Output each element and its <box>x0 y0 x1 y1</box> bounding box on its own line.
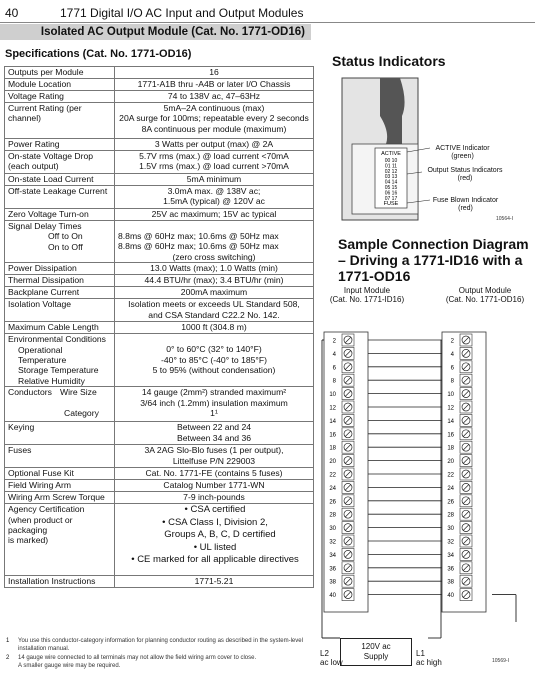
spec-label: Maximum Cable Length <box>5 322 115 334</box>
spec-label: Environmental Conditions <box>8 334 106 345</box>
spec-label: Installation Instructions <box>5 576 115 588</box>
terminal-number: 26 <box>447 499 454 506</box>
spec-value: 5.7V rms (max.) @ load current <70mA <box>139 151 289 161</box>
spec-value: Between 34 and 36 <box>176 432 252 443</box>
spec-label: Power Dissipation <box>5 263 115 275</box>
spec-label: Isolation Voltage <box>5 299 115 322</box>
module-code-text: 07 17 <box>384 195 398 202</box>
terminal-number: 12 <box>329 405 336 412</box>
terminal-number: 8 <box>332 378 336 385</box>
running-title: 1771 Digital I/O AC Input and Output Modules <box>60 6 304 20</box>
spec-value: 44.4 BTU/hr (max); 3.4 BTU/hr (min) <box>115 275 314 287</box>
table-row <box>5 67 314 79</box>
table-row <box>5 504 314 576</box>
spec-label: (each output) <box>8 161 59 172</box>
l2-label: L2 ac low <box>320 649 343 667</box>
table-row <box>5 387 314 422</box>
terminal-number: 4 <box>332 351 336 358</box>
figure-number: 10564-I <box>496 216 513 222</box>
table-row <box>5 422 314 445</box>
list-item: • UL listed <box>193 541 237 553</box>
terminal-number: 8 <box>450 378 454 385</box>
spec-label: Fuses <box>5 445 115 468</box>
table-row <box>5 79 314 91</box>
spec-value: 1.5V rms (max.) @ load current >70mA <box>139 161 289 172</box>
terminal-number: 14 <box>447 418 454 425</box>
spec-value: 20A surge for 100ms; repeatable every 2 seconds <box>119 113 309 124</box>
terminal-strips <box>324 332 486 612</box>
spec-value: 74 to 138V ac, 47–63Hz <box>115 91 314 103</box>
spec-label: Signal Delay Times <box>8 221 82 231</box>
module-title: Isolated AC Output Module (Cat. No. 1771-OD16) <box>40 26 305 38</box>
table-row <box>5 334 314 387</box>
spec-value: 8A continuous per module (maximum) <box>141 123 287 134</box>
module-code-text: 05 15 <box>384 185 398 191</box>
module-active-text: ACTIVE <box>381 151 401 157</box>
spec-label: Wiring Arm Screw Torque <box>5 492 115 504</box>
spec-label: Off-state Leakage Current <box>5 186 115 209</box>
spec-value: 14 gauge (2mm²) stranded maximum² <box>141 387 287 398</box>
spec-label: Keying <box>5 422 115 445</box>
spec-label: Power Rating <box>5 139 115 151</box>
spec-label: On-state Voltage Drop <box>8 151 94 161</box>
spec-value: 1771-5.21 <box>115 576 314 588</box>
spec-value: 0° to 60°C (32° to 140°F) <box>166 344 262 355</box>
module-code-text: 01 11 <box>384 163 398 170</box>
spec-value: 5mA minimum <box>115 174 314 186</box>
spec-value: 8.8ms @ 60Hz max; 10.6ms @ 50Hz max <box>118 231 279 241</box>
connection-diagram-heading: Sample Connection Diagram – Driving a 1771-ID16 with a 1771-OD16 <box>338 236 529 284</box>
footnote-text: A smaller gauge wire may be required. <box>18 663 121 669</box>
terminal-number: 32 <box>329 539 336 546</box>
spec-label: Voltage Rating <box>5 91 115 103</box>
spec-value: 1¹ <box>210 408 218 419</box>
list-item: • CSA Class I, Division 2, Groups A, B, C, D certified <box>162 516 276 541</box>
spec-label: Agency Certification <box>8 504 85 515</box>
table-row <box>5 480 314 492</box>
terminal-number: 36 <box>447 566 454 573</box>
table-row <box>5 275 314 287</box>
specifications-table <box>4 66 314 588</box>
terminal-number: 36 <box>329 566 336 573</box>
list-item: • CE marked for all applicable directives <box>131 554 299 566</box>
footnote-marker: 2 <box>6 655 10 661</box>
module-code-text: 02 12 <box>384 168 398 175</box>
spec-value: Between 22 and 24 <box>176 422 252 433</box>
terminal-number: 12 <box>447 405 454 412</box>
spec-label: On-state Load Current <box>5 174 115 186</box>
spec-value: Catalog Number 1771-WN <box>115 480 314 492</box>
spec-value: 200mA maximum <box>115 287 314 299</box>
spec-value: 5mA–2A continuous (max) <box>163 103 265 113</box>
spec-value: Littelfuse P/N 229003 <box>172 455 256 466</box>
terminal-number: 28 <box>447 512 454 519</box>
spec-label: Zero Voltage Turn-on <box>5 209 115 221</box>
terminal-number: 34 <box>447 552 454 559</box>
terminal-number: 18 <box>447 445 454 452</box>
spec-value: 1000 ft (304.8 m) <box>115 322 314 334</box>
agency-list <box>115 504 314 576</box>
spec-value: (zero cross switching) <box>172 251 256 262</box>
spec-label: Wire Size <box>59 387 97 398</box>
table-row <box>5 151 314 174</box>
terminal-number: 32 <box>447 539 454 546</box>
terminal-number: 40 <box>329 593 336 600</box>
input-module-label: Input Module (Cat. No. 1771-ID16) <box>329 286 405 304</box>
spec-value: 1771-A1B thru -A4B or later I/O Chassis <box>115 79 314 91</box>
terminal-number: 14 <box>329 418 336 425</box>
terminal-number: 6 <box>450 365 454 372</box>
specifications-heading: Specifications (Cat. No. 1771-OD16) <box>5 48 192 60</box>
page-number: 40 <box>5 6 19 20</box>
spec-value: 25V ac maximum; 15V ac typical <box>115 209 314 221</box>
terminal-number: 26 <box>329 499 336 506</box>
table-row <box>5 103 314 139</box>
footnote-text: You use this conductor-category information for planning conductor routing as described in the system-level installation manual. <box>18 638 303 652</box>
terminal-number: 16 <box>447 432 454 439</box>
table-row <box>5 186 314 209</box>
spec-value: -40° to 85°C (-40° to 185°F) <box>161 354 267 365</box>
spec-label: (when product or packaging <box>8 514 73 536</box>
spec-value: 8.8ms @ 60Hz max; 10.6ms @ 50Hz max <box>118 241 279 252</box>
spec-label: Off to On <box>48 231 83 242</box>
terminal-number: 6 <box>332 365 336 372</box>
footnote-marker: 1 <box>6 638 10 644</box>
terminal-number: 22 <box>329 472 336 479</box>
spec-value: 5 to 95% (without condensation) <box>152 365 276 376</box>
header-rule <box>0 22 535 23</box>
module-code-text: 04 14 <box>384 179 398 186</box>
spec-value: 3A 2AG Slo-Blo fuses (1 per output), <box>144 445 284 456</box>
fuse-blown-label: Fuse Blown Indicator (red) <box>432 197 499 212</box>
spec-label: Backplane Current <box>5 287 115 299</box>
terminal-number: 10 <box>447 392 454 399</box>
terminal-number: 30 <box>329 526 336 533</box>
module-fuse-text: FUSE <box>383 201 399 207</box>
output-module-label: Output Module (Cat. No. 1771-OD16) <box>445 286 525 304</box>
terminal-number: 20 <box>329 459 336 466</box>
module-codes <box>385 158 398 202</box>
spec-label: Conductors <box>8 387 52 398</box>
terminal-number: 38 <box>329 579 336 586</box>
spec-value: 7-9 inch-pounds <box>115 492 314 504</box>
table-row <box>5 287 314 299</box>
table-row <box>5 221 314 263</box>
footnote-text: 14 gauge wire connected to all terminals may not allow the field wiring arm cover to close. <box>18 655 257 661</box>
table-row <box>5 209 314 221</box>
spec-label: Relative Humidity <box>18 375 85 386</box>
table-row <box>5 91 314 103</box>
table-row <box>5 492 314 504</box>
terminal-number: 34 <box>329 552 336 559</box>
figure-number: 10569-I <box>492 658 509 664</box>
l1-label: L1 ac high <box>416 649 442 667</box>
module-code-text: 06 16 <box>384 190 398 197</box>
spec-label: On to Off <box>48 241 83 252</box>
spec-label: is marked) <box>8 535 49 546</box>
module-illustration <box>330 74 440 224</box>
spec-label: Storage Temperature <box>18 365 99 376</box>
spec-value: 3 Watts per output (max) @ 2A <box>115 139 314 151</box>
table-row <box>5 139 314 151</box>
table-row <box>5 468 314 480</box>
spec-label: Optional Fuse Kit <box>5 468 115 480</box>
spec-value: 13.0 Watts (max); 1.0 Watts (min) <box>115 263 314 275</box>
table-row <box>5 322 314 334</box>
spec-label: Module Location <box>5 79 115 91</box>
module-code-text: 00 10 <box>384 158 398 164</box>
spec-value: 1.5mA (typical) @ 120V ac <box>163 196 265 207</box>
terminal-number: 2 <box>450 338 454 345</box>
table-row <box>5 576 314 588</box>
spec-value: Cat. No. 1771-FE (contains 5 fuses) <box>115 468 314 480</box>
table-row <box>5 445 314 468</box>
spec-value: 16 <box>115 67 314 79</box>
table-row <box>5 263 314 275</box>
terminal-number: 22 <box>447 472 454 479</box>
ac-supply-box: 120V ac Supply <box>340 638 412 666</box>
terminal-number: 16 <box>329 432 336 439</box>
terminal-number: 4 <box>450 351 454 358</box>
terminal-number: 24 <box>447 485 454 492</box>
spec-label: Category <box>64 407 99 418</box>
output-status-label: Output Status Indicators (red) <box>427 167 503 182</box>
terminal-number: 40 <box>447 593 454 600</box>
spec-label: Current Rating (per channel) <box>5 103 115 139</box>
module-code-text: 03 13 <box>384 174 398 181</box>
table-row <box>5 299 314 322</box>
terminal-number: 28 <box>329 512 336 519</box>
spec-value: 3.0mA max. @ 138V ac; <box>167 186 261 196</box>
spec-value: Isolation meets or exceeds UL Standard 508, <box>128 299 300 310</box>
terminal-number: 20 <box>447 459 454 466</box>
spec-label: Field Wiring Arm <box>5 480 115 492</box>
terminal-number: 38 <box>447 579 454 586</box>
spec-value: and CSA Standard C22.2 No. 142. <box>148 309 280 320</box>
terminal-number: 18 <box>329 445 336 452</box>
wiring-diagram <box>316 310 531 640</box>
table-row <box>5 174 314 186</box>
terminal-number: 24 <box>329 485 336 492</box>
terminal-number: 10 <box>329 392 336 399</box>
spec-label: Outputs per Module <box>5 67 115 79</box>
active-indicator-label: ACTIVE Indicator (green) <box>435 145 490 160</box>
spec-label: Operational Temperature <box>18 344 67 366</box>
spec-label: Thermal Dissipation <box>5 275 115 287</box>
terminal-number: 2 <box>332 338 336 345</box>
terminal-number: 30 <box>447 526 454 533</box>
status-indicators-heading: Status Indicators <box>332 53 446 69</box>
list-item: • CSA certified <box>184 504 246 516</box>
spec-value: 3/64 inch (1.2mm) insulation maximum <box>140 397 288 408</box>
